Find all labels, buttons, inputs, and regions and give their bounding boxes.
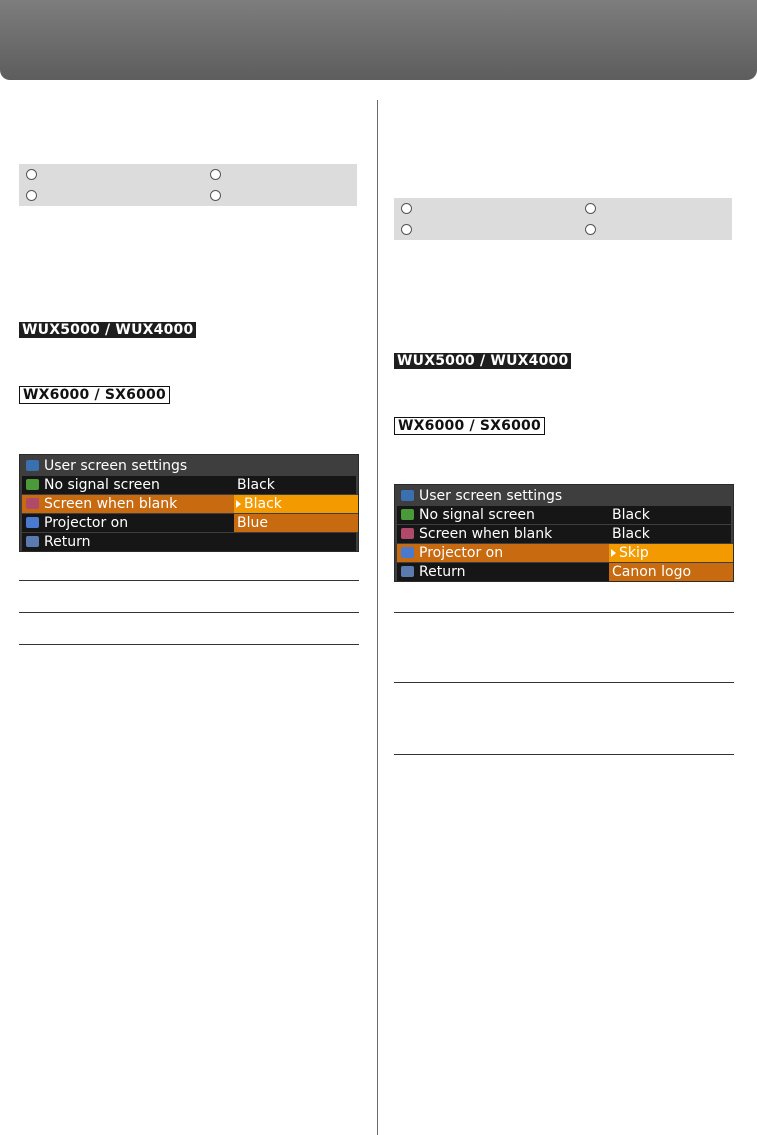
blank-screen-icon [26, 498, 39, 509]
projector-on-icon [401, 547, 414, 558]
osd-row-value: Black [237, 477, 275, 493]
table-rule [394, 612, 734, 613]
radio-option-grid [394, 198, 732, 240]
table-rule [19, 644, 359, 645]
radio-button[interactable] [26, 190, 37, 201]
osd-row-value-option[interactable]: Blue [234, 514, 358, 532]
caret-right-icon [611, 549, 616, 557]
radio-button[interactable] [401, 203, 412, 214]
model-tag-wux: WUX5000 / WUX4000 [19, 322, 196, 338]
osd-title: User screen settings [44, 458, 188, 474]
radio-button[interactable] [210, 169, 221, 180]
osd-row-return[interactable] [22, 533, 356, 551]
osd-row-screen-when-blank[interactable] [22, 495, 356, 513]
osd-row-value-selected[interactable]: Black [234, 495, 358, 513]
osd-title: User screen settings [419, 488, 563, 504]
radio-button[interactable] [210, 190, 221, 201]
osd-row-value: Black [612, 507, 650, 523]
radio-button[interactable] [26, 169, 37, 180]
osd-row-value: Black [612, 526, 650, 542]
osd-title-row [397, 487, 731, 505]
osd-row-no-signal[interactable] [22, 476, 356, 494]
osd-row-label: No signal screen [419, 507, 535, 523]
column-divider [377, 100, 378, 1135]
page-header-bar [0, 0, 757, 80]
radio-option-grid [19, 164, 357, 206]
osd-row-return[interactable] [397, 563, 731, 581]
osd-row-screen-when-blank[interactable] [397, 525, 731, 543]
osd-row-label: Return [419, 564, 466, 580]
osd-user-screen-settings [394, 484, 734, 582]
projector-on-icon [26, 517, 39, 528]
osd-row-no-signal[interactable] [397, 506, 731, 524]
osd-row-label: Projector on [44, 515, 129, 531]
osd-row-label: Screen when blank [44, 496, 178, 512]
radio-button[interactable] [585, 203, 596, 214]
osd-row-projector-on[interactable] [397, 544, 731, 562]
osd-title-row [22, 457, 356, 475]
radio-button[interactable] [585, 224, 596, 235]
table-rule [394, 754, 734, 755]
no-signal-icon [401, 509, 414, 520]
menu-icon [401, 490, 414, 501]
table-rule [19, 580, 359, 581]
osd-row-value-option[interactable]: Canon logo [609, 563, 733, 581]
menu-icon [26, 460, 39, 471]
osd-row-label: No signal screen [44, 477, 160, 493]
return-icon [401, 566, 414, 577]
osd-row-label: Screen when blank [419, 526, 553, 542]
osd-user-screen-settings [19, 454, 359, 552]
model-tag-wx: WX6000 / SX6000 [394, 417, 545, 435]
no-signal-icon [26, 479, 39, 490]
table-rule [19, 612, 359, 613]
table-rule [394, 682, 734, 683]
return-icon [26, 536, 39, 547]
blank-screen-icon [401, 528, 414, 539]
radio-button[interactable] [401, 224, 412, 235]
osd-row-projector-on[interactable] [22, 514, 356, 532]
model-tag-wx: WX6000 / SX6000 [19, 386, 170, 404]
model-tag-wux: WUX5000 / WUX4000 [394, 353, 571, 369]
caret-right-icon [236, 500, 241, 508]
osd-row-label: Return [44, 534, 91, 550]
osd-row-value-selected[interactable]: Skip [609, 544, 733, 562]
osd-row-label: Projector on [419, 545, 504, 561]
